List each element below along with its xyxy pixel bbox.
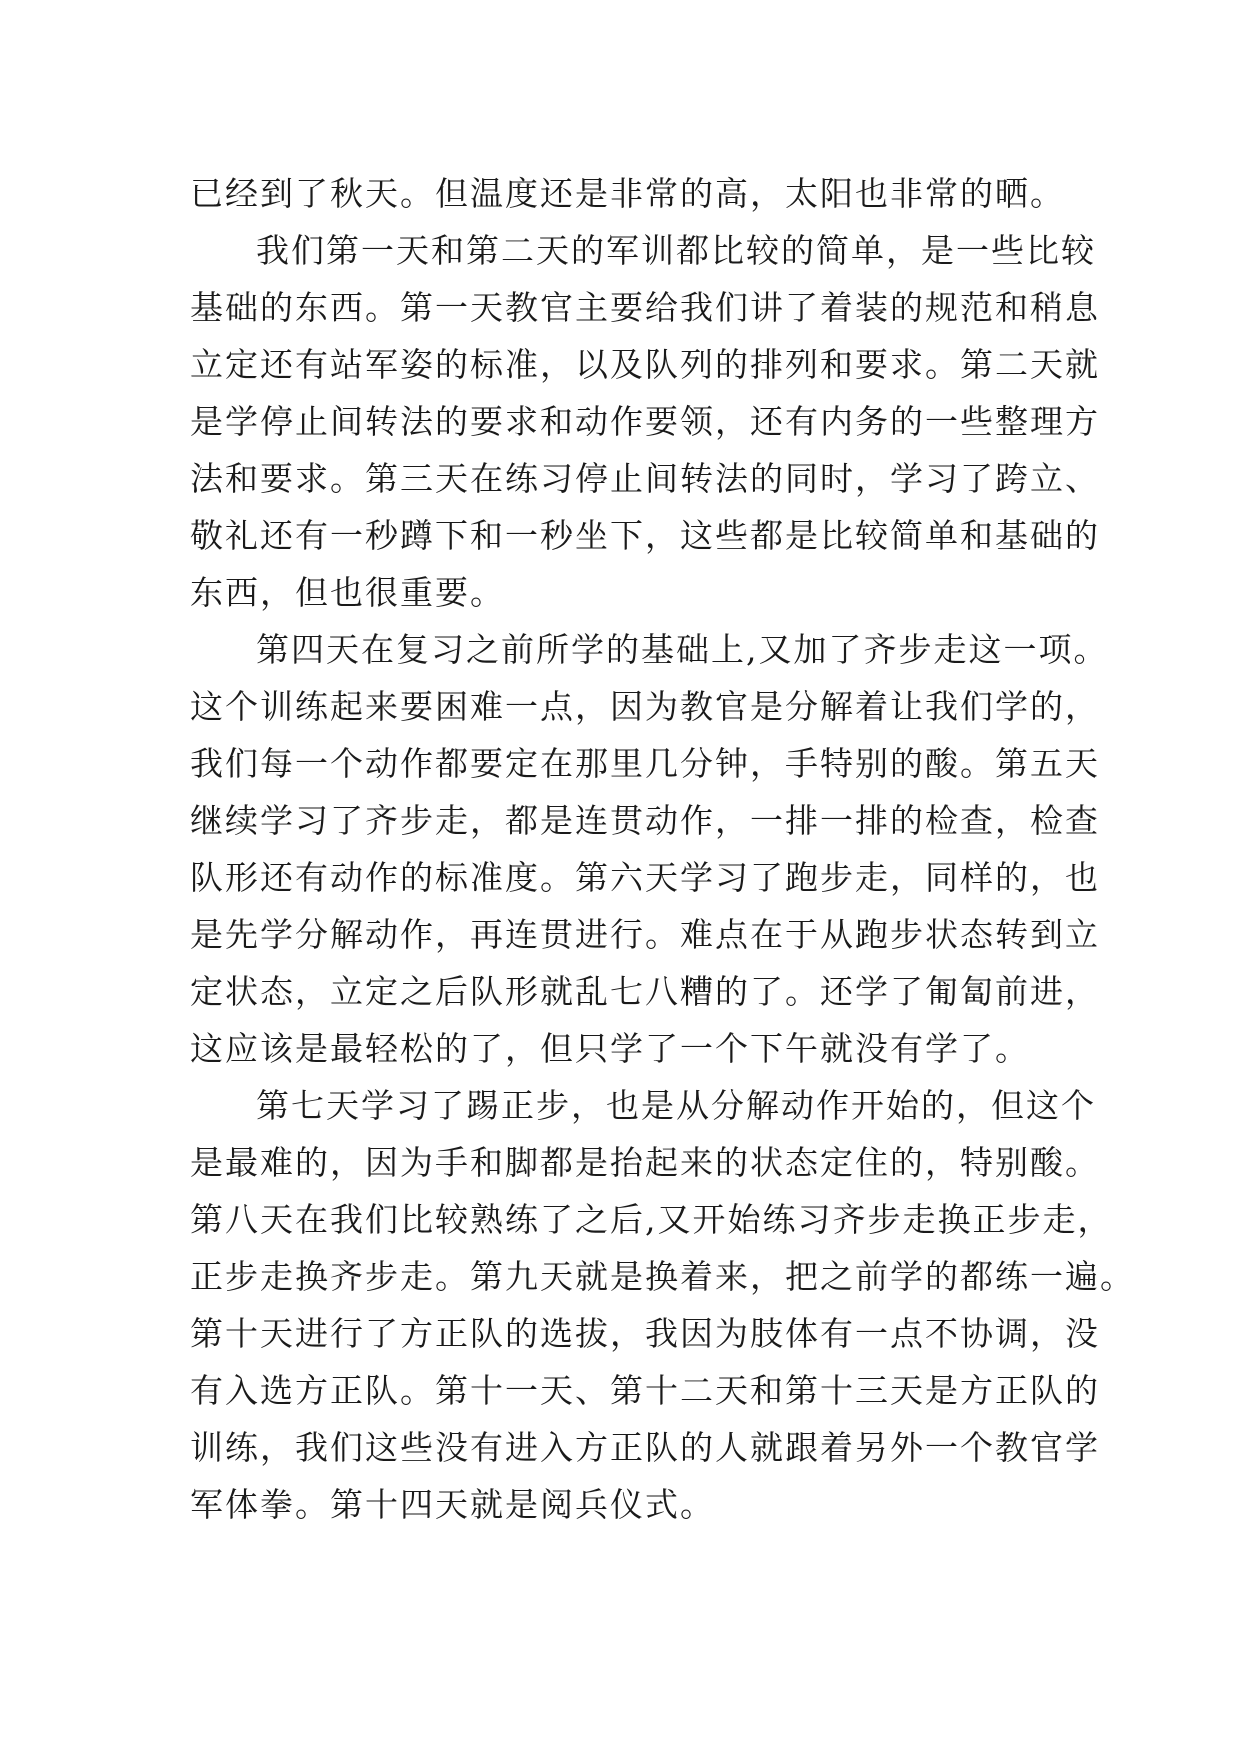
document-body bbox=[190, 165, 1135, 1533]
text-line: 军体拳。第十四天就是阅兵仪式。 bbox=[190, 1485, 715, 1524]
text-line: 我们第一天和第二天的军训都比较的简单，是一些比较 bbox=[256, 231, 1096, 270]
text-line: 这应该是最轻松的了，但只学了一个下午就没有学了。 bbox=[190, 1029, 1030, 1068]
text-line: 正步走换齐步走。第九天就是换着来，把之前学的都练一遍。 bbox=[190, 1257, 1135, 1296]
paragraph bbox=[190, 1077, 1135, 1533]
text-line: 是学停止间转法的要求和动作要领，还有内务的一些整理方 bbox=[190, 402, 1100, 441]
text-line: 有入选方正队。第十一天、第十二天和第十三天是方正队的 bbox=[190, 1371, 1100, 1410]
text-line: 第十天进行了方正队的选拔，我因为肢体有一点不协调，没 bbox=[190, 1314, 1100, 1353]
text-line: 已经到了秋天。但温度还是非常的高，太阳也非常的晒。 bbox=[190, 174, 1065, 213]
text-line: 是先学分解动作，再连贯进行。难点在于从跑步状态转到立 bbox=[190, 915, 1100, 954]
text-line: 立定还有站军姿的标准，以及队列的排列和要求。第二天就 bbox=[190, 345, 1100, 384]
text-line: 这个训练起来要困难一点，因为教官是分解着让我们学的， bbox=[190, 687, 1100, 726]
text-line: 第八天在我们比较熟练了之后,又开始练习齐步走换正步走， bbox=[190, 1200, 1113, 1239]
text-line: 训练，我们这些没有进入方正队的人就跟着另外一个教官学 bbox=[190, 1428, 1100, 1467]
text-line: 敬礼还有一秒蹲下和一秒坐下，这些都是比较简单和基础的 bbox=[190, 516, 1100, 555]
text-line: 继续学习了齐步走，都是连贯动作，一排一排的检查，检查 bbox=[190, 801, 1100, 840]
text-line: 队形还有动作的标准度。第六天学习了跑步走，同样的，也 bbox=[190, 858, 1100, 897]
paragraph bbox=[190, 165, 1065, 222]
paragraph bbox=[190, 222, 1100, 621]
text-line: 是最难的，因为手和脚都是抬起来的状态定住的，特别酸。 bbox=[190, 1143, 1100, 1182]
text-line: 法和要求。第三天在练习停止间转法的同时，学习了跨立、 bbox=[190, 459, 1100, 498]
text-line: 基础的东西。第一天教官主要给我们讲了着装的规范和稍息 bbox=[190, 288, 1100, 327]
text-line: 第七天学习了踢正步，也是从分解动作开始的，但这个 bbox=[256, 1086, 1096, 1125]
paragraph bbox=[190, 621, 1109, 1077]
text-line: 东西，但也很重要。 bbox=[190, 573, 505, 612]
text-line: 第四天在复习之前所学的基础上,又加了齐步走这一项。 bbox=[256, 630, 1109, 669]
text-line: 定状态，立定之后队形就乱七八糟的了。还学了匍匐前进， bbox=[190, 972, 1100, 1011]
text-line: 我们每一个动作都要定在那里几分钟，手特别的酸。第五天 bbox=[190, 744, 1100, 783]
